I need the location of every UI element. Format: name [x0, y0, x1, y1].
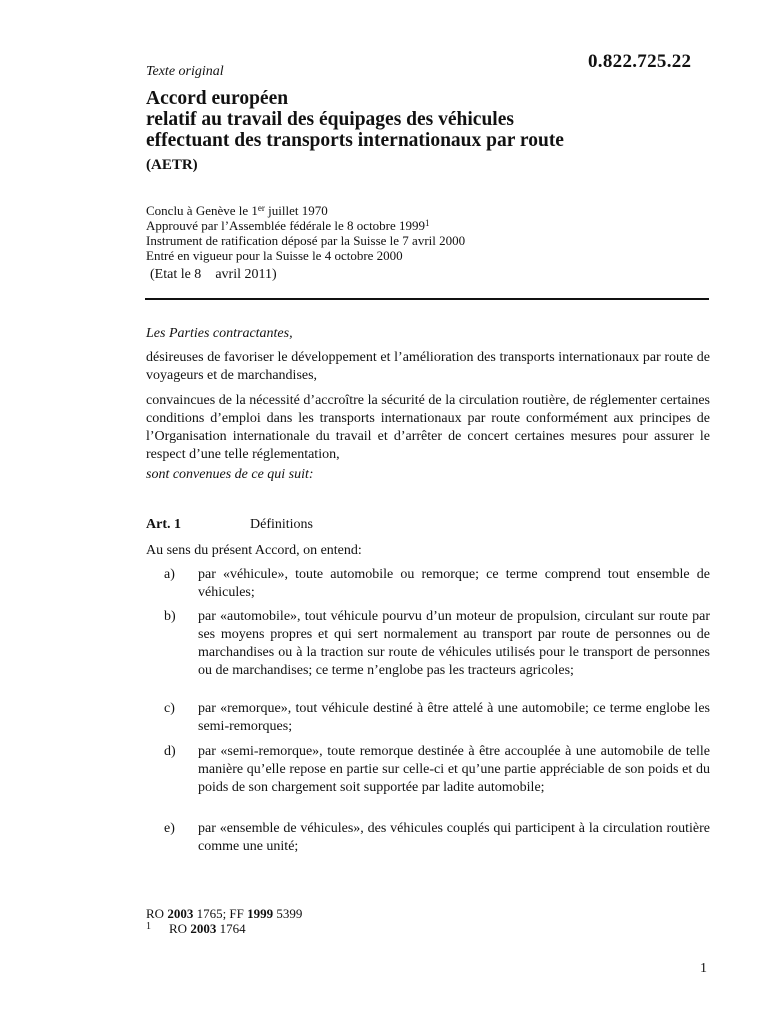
- preamble-paragraph-2: convaincues de la nécessité d’accroître la sécurité de la circulation routière, de réglementer certaines conditions d’emploi dans les transports internationaux par route conformément aux principes de l’Organisation internationale du travail et d’arrêter de concert certaines mesures pour assurer le respect d’une telle réglementation,: [146, 393, 710, 462]
- ro-label: RO: [146, 906, 165, 921]
- list-text: par «automobile», tout véhicule pourvu d’un moteur de propulsion, circulant sur route par ses moyens propres et qui sert normalement au transport par route de personnes ou de marchandises ou à la traction sur route de véhicules utilisés pour le transport de personnes ou de marchandises; ce terme n’englobe pas les tracteurs agricoles;: [198, 609, 710, 678]
- title-line-2: relatif au travail des équipages des véhicules: [146, 109, 514, 130]
- status-date: [150, 267, 277, 283]
- fn-ro-year: 2003: [190, 921, 217, 936]
- ff-page: 5399: [276, 906, 303, 921]
- list-letter: e): [164, 821, 175, 836]
- fn-ro-label: RO: [169, 921, 188, 936]
- article-intro: Au sens du présent Accord, on entend:: [146, 543, 362, 558]
- concluded-sup: er: [257, 203, 265, 213]
- concluded-text: Conclu à Genève le 1: [146, 203, 258, 218]
- list-letter: b): [164, 609, 176, 624]
- article-number: Art. 1: [146, 517, 181, 532]
- list-letter: a): [164, 567, 175, 582]
- title-line-1: Accord européen: [146, 88, 289, 109]
- title-line-3: effectuant des transports internationaux par route: [146, 130, 564, 151]
- status-date-end: avril 2011): [215, 267, 277, 282]
- header-divider: [145, 298, 709, 300]
- footnote: [146, 921, 246, 937]
- page-number: 1: [700, 961, 707, 976]
- ro-year: 2003: [167, 906, 194, 921]
- preamble-paragraph-1: désireuses de favoriser le développement et l’amélioration des transports internationaux par route de voyageurs et de marchandises,: [146, 350, 710, 383]
- document-number: 0.822.725.22: [588, 51, 692, 72]
- source-reference: [146, 906, 302, 922]
- preamble-agreed: sont convenues de ce qui suit:: [146, 467, 314, 482]
- footnote-text: [169, 921, 246, 937]
- approved-text: Approuvé par l’Assemblée fédérale le 8 octobre 1999: [146, 218, 426, 233]
- status-date-start: (Etat le 8: [150, 267, 202, 282]
- fn-ro-page: 1764: [219, 921, 246, 936]
- list-text: par «ensemble de véhicules», des véhicules couplés qui participent à la circulation routière comme une unité;: [198, 821, 710, 854]
- concluded-line: [146, 203, 465, 218]
- ro-page: 1765; FF: [196, 906, 244, 921]
- list-letter: d): [164, 744, 176, 759]
- concluded-date: juillet 1970: [264, 203, 328, 218]
- article-title: Définitions: [250, 517, 313, 532]
- treaty-metadata: [146, 203, 465, 263]
- in-force-line: Entré en vigueur pour la Suisse le 4 octobre 2000: [146, 248, 403, 263]
- page-title: [146, 88, 726, 151]
- list-text: par «semi-remorque», toute remorque destinée à être accouplée à une automobile de telle manière qu’elle repose en partie sur celle-ci et qu’une partie appréciable de son poids et du poids de son chargement soit supportée par ladite automobile;: [198, 744, 710, 795]
- instrument-line: Instrument de ratification déposé par la Suisse le 7 avril 2000: [146, 233, 466, 248]
- footnote-ref[interactable]: 1: [425, 218, 430, 228]
- original-text-label: Texte original: [146, 64, 224, 79]
- article-heading: [146, 517, 313, 533]
- list-text: par «véhicule», toute automobile ou remorque; ce terme comprend tout ensemble de véhicules;: [198, 567, 710, 600]
- list-letter: c): [164, 701, 175, 716]
- footnote-number: 1: [146, 921, 151, 932]
- list-text: par «remorque», tout véhicule destiné à être attelé à une automobile; ce terme englobe les semi-remorques;: [198, 701, 710, 734]
- title-acronym: (AETR): [146, 157, 198, 173]
- ff-year: 1999: [247, 906, 274, 921]
- preamble-parties: Les Parties contractantes,: [146, 326, 293, 341]
- approved-line: [146, 218, 465, 233]
